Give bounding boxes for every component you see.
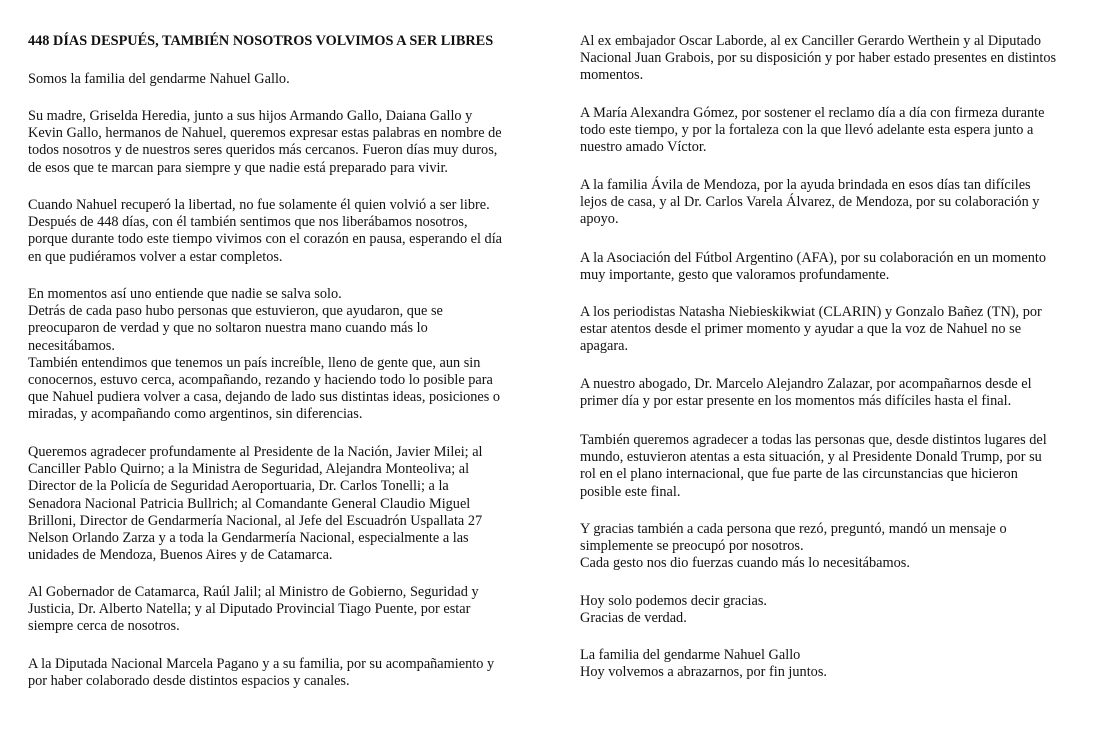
paragraph: A los periodistas Natasha Niebieskikwiat (CLARIN) y Gonzalo Bañez (TN), por estar atentos desde el primer momento y ayudar a que la voz de Nahuel no se apagara. [580,304,1042,355]
paragraph: A la Diputada Nacional Marcela Pagano y a su familia, por su acompañamiento y por haber colaborado desde distintos espacios y canales. [28,656,495,690]
paragraph: Al ex embajador Oscar Laborde, al ex Canciller Gerardo Werthein y al Diputado Nacional Juan Grabois, por su disposición y por haber estado presentes en distintos momentos. [580,33,1057,84]
right-column [580,0,1090,735]
paragraph: Somos la familia del gendarme Nahuel Gallo. [28,71,290,87]
paragraph: También queremos agradecer a todas las personas que, desde distintos lugares del mundo, estuvieron atentas a esta situación, y al Presidente Donald Trump, por su rol en el plano internacional, que fue parte de las circunstancias que hicieron posible este final. [580,432,1047,500]
paragraph: Queremos agradecer profundamente al Presidente de la Nación, Javier Milei; al Canciller Pablo Quirno; a la Ministra de Seguridad, Alejandra Monteoliva; al Director de la Policía de Seguridad Aeroportuaria, Dr. Carlos Tonelli; a la Senadora Nacional Patricia Bullrich; al Comandante General Claudio Miguel Brilloni, Director de Gendarmería Nacional, al Jefe del Escuadrón Uspallata 27 Nelson Orlando Zarza y a toda la Gendarmería Nacional, especialmente a las unidades de Mendoza, Buenos Aires y de Catamarca. [28,444,483,564]
paragraph: A nuestro abogado, Dr. Marcelo Alejandro Zalazar, por acompañarnos desde el primer día y por estar presente en los momentos más difíciles hasta el final. [580,376,1032,410]
paragraph: En momentos así uno entiende que nadie se salva solo. Detrás de cada paso hubo personas que estuvieron, que ayudaron, que se preocuparon de verdad y que no soltaron nuestra mano cuando más lo necesitábamos. También entendimos que tenemos un país increíble, lleno de gente que, aun sin conocernos, estuvo cerca, acompañando, rezando y haciendo todo lo posible para que Nahuel pudiera volver a casa, dejando de lado sus distintas ideas, posiciones o miradas, y acompañando como argentinos, sin diferencias. [28,286,501,423]
left-column [28,0,553,735]
paragraph: A la Asociación del Fútbol Argentino (AFA), por su colaboración en un momento muy importante, gesto que valoramos profundamente. [580,250,1047,284]
paragraph: Cuando Nahuel recuperó la libertad, no fue solamente él quien volvió a ser libre. Después de 448 días, con él también sentimos que nos liberábamos nosotros, porque durante todo este tiempo vivimos con el corazón en pausa, esperando el día en que pudiéramos volver a estar completos. [28,197,503,265]
paragraph: Y gracias también a cada persona que rezó, preguntó, mandó un mensaje o simplemente se preocupó por nosotros. Cada gesto nos dio fuerzas cuando más lo necesitábamos. [580,521,1007,572]
paragraph: A la familia Ávila de Mendoza, por la ayuda brindada en esos días tan difíciles lejos de casa, y al Dr. Carlos Varela Álvarez, de Mendoza, por su colaboración y apoyo. [580,177,1040,228]
signature-block: La familia del gendarme Nahuel Gallo Hoy volvemos a abrazarnos, por fin juntos. [580,647,827,681]
paragraph: A María Alexandra Gómez, por sostener el reclamo día a día con firmeza durante todo este tiempo, y por la fortaleza con la que llevó adelante esta espera junto a nuestro amado Víctor. [580,105,1045,156]
paragraph: Hoy solo podemos decir gracias. Gracias de verdad. [580,593,768,627]
paragraph: Al Gobernador de Catamarca, Raúl Jalil; al Ministro de Gobierno, Seguridad y Justicia, Dr. Alberto Natella; y al Diputado Provincial Tiago Puente, por estar siempre cerca de nosotros. [28,584,479,635]
document-title: 448 DÍAS DESPUÉS, TAMBIÉN NOSOTROS VOLVIMOS A SER LIBRES [28,33,494,49]
paragraph: Su madre, Griselda Heredia, junto a sus hijos Armando Gallo, Daiana Gallo y Kevin Gallo, hermanos de Nahuel, queremos expresar estas palabras en nombre de todos nosotros y de nuestros seres queridos más cercanos. Fueron días muy duros, de esos que te marcan para siempre y que nadie está preparado para vivir. [28,108,502,176]
